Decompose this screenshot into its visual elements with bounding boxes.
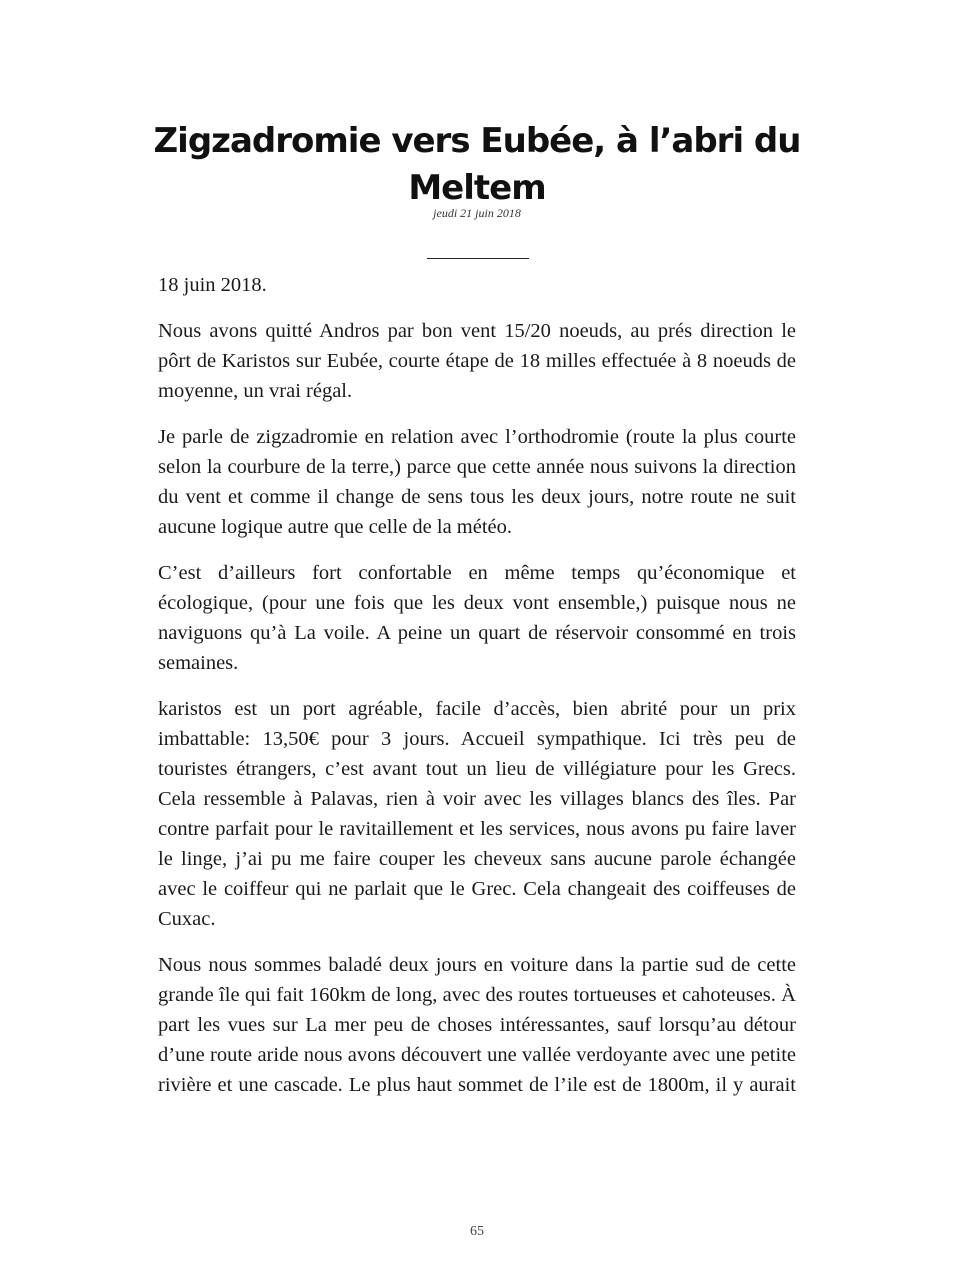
page-title: Zigzadromie vers Eubée, à l’abri du Meltem [153,121,801,208]
paragraph: Je parle de zigzadromie en relation avec l’orthodromie (route la plus courte selon la courbure de la terre,) parce que cette année nous suivons la direction du vent et comme il change de sens tous les deux jours, notre route ne suit aucune logique autre que celle de la météo. [158,426,796,538]
paragraph: Nous avons quitté Andros par bon vent 15/20 noeuds, au prés direction le pôrt de Karistos sur Eubée, courte étape de 18 milles effectuée à 8 noeuds de moyenne, un vrai régal. [158,320,796,402]
paragraph: C’est d’ailleurs fort confortable en même temps qu’économique et écologique, (pour une fois que les deux vont ensemble,) puisque nous ne naviguons qu’à La voile. A peine un quart de réservoir consommé en trois semaines. [158,562,796,674]
paragraph: Nous nous sommes baladé deux jours en voiture dans la partie sud de cette grande île qui fait 160km de long, avec des routes tortueuses et cahoteuses. À part les vues sur La mer peu de choses intéressantes, sauf lorsqu’au détour d’une route aride nous avons découvert une vallée verdoyante avec une petite rivière et une cascade. Le plus haut sommet de l’ile est de 1800m, il y aurait [158,954,796,1096]
paragraph: karistos est un port agréable, facile d’accès, bien abrité pour un prix imbattable: 13,50€ pour 3 jours. Accueil sympathique. Ici très peu de touristes étrangers, c’est avant tout un lieu de villégiature pour les Grecs. Cela ressemble à Palavas, rien à voir avec les villages blancs des îles. Par contre parfait pour le ravitaillement et les services, nous avons pu faire laver le linge, j’ai pu me faire couper les cheveux sans aucune parole échangée avec le coiffeur qui ne parlait que le Grec. Cela changeait des coiffeuses de Cuxac. [158,698,796,930]
page-number: 65 [470,1224,484,1239]
post-date: jeudi 21 juin 2018 [433,206,521,220]
title-divider [427,258,529,259]
paragraph-date-line: 18 juin 2018. [158,274,267,296]
article-body [158,270,796,1116]
